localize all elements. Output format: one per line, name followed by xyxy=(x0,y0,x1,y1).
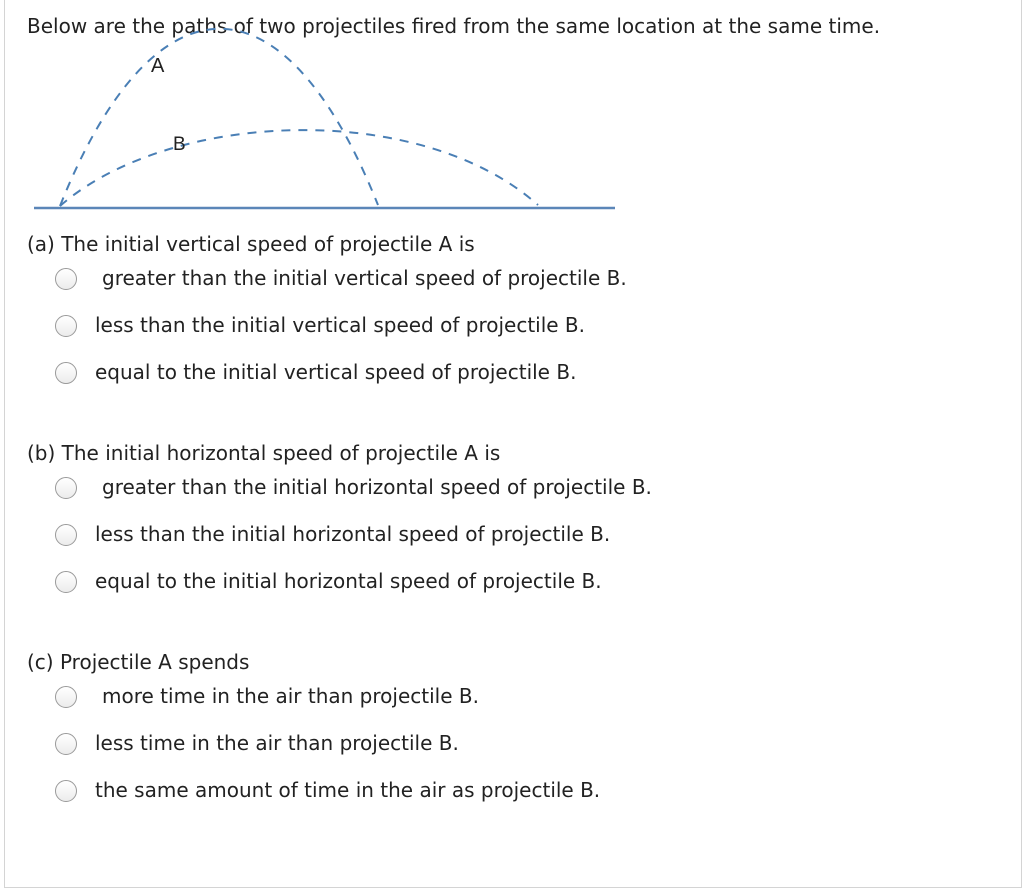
radio-button[interactable] xyxy=(55,362,77,384)
radio-button[interactable] xyxy=(55,780,77,802)
option-label: less than the initial vertical speed of projectile B. xyxy=(95,313,586,337)
question-a-prompt: (a) The initial vertical speed of projectile A is xyxy=(27,232,475,256)
option-label: equal to the initial vertical speed of projectile B. xyxy=(95,360,577,384)
option-label: greater than the initial horizontal speed of projectile B. xyxy=(102,475,652,499)
trajectory-b xyxy=(60,130,538,206)
trajectory-a xyxy=(60,29,378,206)
label-b: B xyxy=(173,134,186,155)
option-label: the same amount of time in the air as projectile B. xyxy=(95,778,601,802)
radio-button[interactable] xyxy=(55,477,77,499)
option-label: less than the initial horizontal speed of projectile B. xyxy=(95,522,611,546)
option-label: more time in the air than projectile B. xyxy=(102,684,479,708)
radio-button[interactable] xyxy=(55,315,77,337)
question-c-prompt: (c) Projectile A spends xyxy=(27,650,250,674)
option-label: equal to the initial horizontal speed of projectile B. xyxy=(95,569,602,593)
radio-button[interactable] xyxy=(55,571,77,593)
option-label: less time in the air than projectile B. xyxy=(95,731,459,755)
radio-button[interactable] xyxy=(55,524,77,546)
radio-button[interactable] xyxy=(55,268,77,290)
question-b-prompt: (b) The initial horizontal speed of projectile A is xyxy=(27,441,501,465)
intro-text: Below are the paths of two projectiles fired from the same location at the same time. xyxy=(27,14,881,38)
radio-button[interactable] xyxy=(55,686,77,708)
option-label: greater than the initial vertical speed of projectile B. xyxy=(102,266,627,290)
label-a: A xyxy=(151,55,165,77)
projectile-diagram xyxy=(0,0,1024,220)
radio-button[interactable] xyxy=(55,733,77,755)
